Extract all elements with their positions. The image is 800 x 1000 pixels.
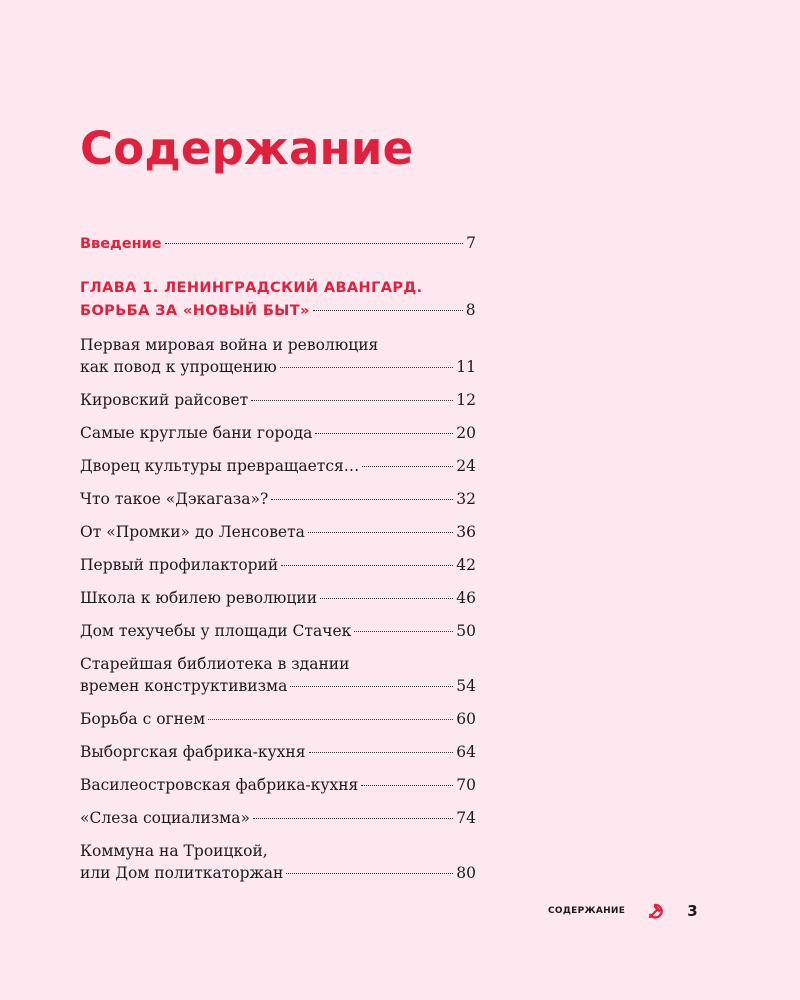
table-of-contents xyxy=(80,232,476,895)
toc-entry-line xyxy=(80,807,476,829)
dot-leader xyxy=(309,752,454,753)
dot-leader xyxy=(320,598,453,599)
toc-entry-title: От «Промки» до Ленсовета xyxy=(80,523,305,541)
toc-entry-title-line: ГЛАВА 1. ЛЕНИНГРАДСКИЙ АВАНГАРД. xyxy=(80,280,423,296)
toc-page-number: 64 xyxy=(456,743,476,761)
toc-page-number: 54 xyxy=(456,677,476,695)
toc-entry xyxy=(80,455,476,477)
toc-entry-title: Дворец культуры превращается… xyxy=(80,457,360,475)
dot-leader xyxy=(354,631,453,632)
toc-entry xyxy=(80,488,476,510)
toc-entry-line xyxy=(80,232,476,255)
dot-leader xyxy=(165,243,464,244)
toc-entry xyxy=(80,389,476,411)
toc-entry xyxy=(80,422,476,444)
toc-page-number: 36 xyxy=(456,523,476,541)
toc-entry-title: БОРЬБА ЗА «НОВЫЙ БЫТ» xyxy=(80,303,310,319)
dot-leader xyxy=(313,310,463,311)
toc-entry-line xyxy=(80,422,476,444)
toc-entry xyxy=(80,620,476,642)
dot-leader xyxy=(281,565,453,566)
toc-page-number: 32 xyxy=(456,490,476,508)
toc-entry-line xyxy=(80,675,476,697)
toc-entry xyxy=(80,587,476,609)
toc-entry-title: Школа к юбилею революции xyxy=(80,589,318,607)
dot-leader xyxy=(362,466,453,467)
toc-entry-line xyxy=(80,455,476,477)
dot-leader xyxy=(271,499,453,500)
dot-leader xyxy=(251,400,453,401)
toc-entry xyxy=(80,232,476,255)
toc-entry xyxy=(80,277,476,322)
hammer-sickle-icon xyxy=(647,902,665,920)
toc-entry xyxy=(80,554,476,576)
toc-entry-line xyxy=(80,708,476,730)
toc-entry-title: как повод к упрощению xyxy=(80,358,277,376)
toc-page-number: 7 xyxy=(466,234,476,252)
toc-entry-title: Введение xyxy=(80,236,162,252)
toc-page-number: 70 xyxy=(456,776,476,794)
toc-entry-title: Что такое «Дэкагаза»? xyxy=(80,490,269,508)
toc-entry-line xyxy=(80,299,476,322)
dot-leader xyxy=(308,532,453,533)
toc-entry-line xyxy=(80,554,476,576)
toc-entry-line xyxy=(80,356,476,378)
toc-entry xyxy=(80,708,476,730)
toc-entry-title: Кировский райсовет xyxy=(80,391,249,409)
toc-entry xyxy=(80,741,476,763)
toc-entry-line xyxy=(80,774,476,796)
toc-page-number: 46 xyxy=(456,589,476,607)
toc-entry-title-line: Первая мировая война и революция xyxy=(80,336,379,354)
toc-entry-title: Борьба с огнем xyxy=(80,710,206,728)
toc-page-number: 24 xyxy=(456,457,476,475)
toc-page-number: 8 xyxy=(465,301,476,319)
page-footer xyxy=(548,902,698,920)
toc-entry xyxy=(80,653,476,697)
dot-leader xyxy=(286,873,453,874)
toc-entry-title-line: Коммуна на Троицкой, xyxy=(80,842,268,860)
toc-entry-title-line: Старейшая библиотека в здании xyxy=(80,655,350,673)
toc-entry-line xyxy=(80,620,476,642)
dot-leader xyxy=(315,433,453,434)
toc-entry-line xyxy=(80,488,476,510)
dot-leader xyxy=(253,818,453,819)
toc-page-number: 20 xyxy=(456,424,476,442)
toc-entry-title: Самые круглые бани города xyxy=(80,424,313,442)
toc-entry xyxy=(80,334,476,378)
toc-entry-line xyxy=(80,521,476,543)
toc-page-number: 12 xyxy=(456,391,476,409)
toc-entry-title: или Дом политкаторжан xyxy=(80,864,284,882)
toc-entry-line xyxy=(80,389,476,411)
toc-page-number: 11 xyxy=(456,358,476,376)
toc-entry-title: «Слеза социализма» xyxy=(80,809,250,827)
toc-entry-title: времен конструктивизма xyxy=(80,677,288,695)
toc-page-number: 74 xyxy=(456,809,476,827)
page-number: 3 xyxy=(687,902,698,920)
running-section-title: СОДЕРЖАНИЕ xyxy=(548,906,626,916)
toc-entry xyxy=(80,774,476,796)
toc-entry-title: Василеостровская фабрика-кухня xyxy=(80,776,359,794)
toc-page-number: 42 xyxy=(456,556,476,574)
toc-entry-title: Первый профилакторий xyxy=(80,556,279,574)
toc-page-number: 50 xyxy=(456,622,476,640)
dot-leader xyxy=(290,686,453,687)
toc-entry-title: Выборгская фабрика-кухня xyxy=(80,743,306,761)
dot-leader xyxy=(208,719,453,720)
toc-entry-line xyxy=(80,862,476,884)
toc-entry xyxy=(80,521,476,543)
toc-entry-title: Дом техучебы у площади Стачек xyxy=(80,622,352,640)
toc-page-number: 60 xyxy=(456,710,476,728)
toc-entry xyxy=(80,840,476,884)
dot-leader xyxy=(280,367,453,368)
dot-leader xyxy=(361,785,453,786)
toc-entry-line xyxy=(80,741,476,763)
toc-entry-line xyxy=(80,587,476,609)
toc-entry xyxy=(80,807,476,829)
page-title: Содержание xyxy=(80,122,414,175)
toc-page-number: 80 xyxy=(456,864,476,882)
